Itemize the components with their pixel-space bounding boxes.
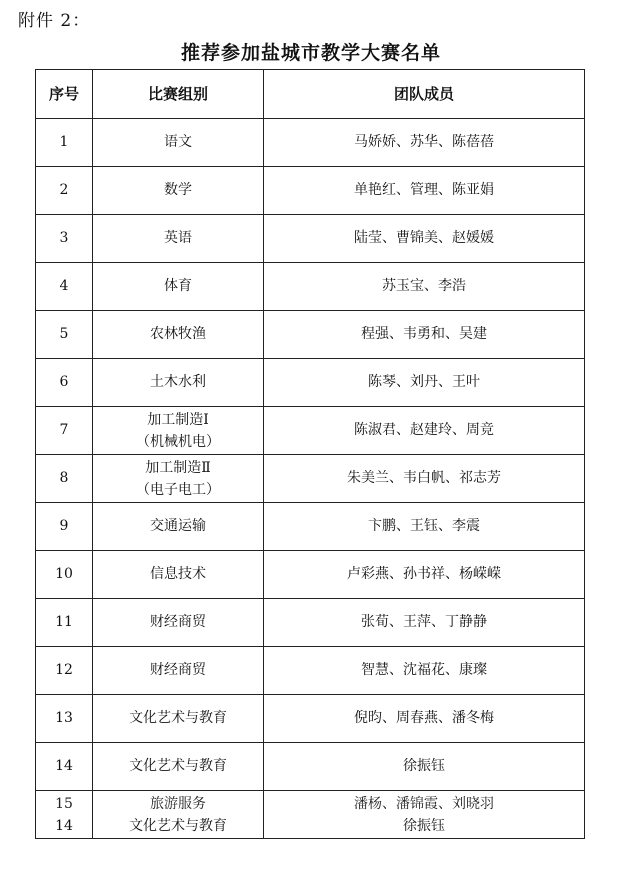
competition-group [93, 455, 264, 503]
team-members: 智慧、沈福花、康璨 [264, 647, 585, 695]
table-row [36, 119, 585, 167]
competition-group [93, 791, 264, 839]
header-team-members: 团队成员 [264, 70, 585, 119]
serial-number: 9 [36, 503, 93, 551]
team-members [264, 791, 585, 839]
table-row [36, 503, 585, 551]
competition-group: 信息技术 [93, 551, 264, 599]
team-members: 陈淑君、赵建玲、周竞 [264, 407, 585, 455]
team-members: 倪昀、周春燕、潘冬梅 [264, 695, 585, 743]
competition-group-name: 加工制造Ⅰ [147, 411, 209, 428]
competition-group: 数学 [93, 167, 264, 215]
competition-group-bottom: 文化艺术与教育 [129, 817, 227, 834]
competition-group: 文化艺术与教育 [93, 743, 264, 791]
competition-group: 财经商贸 [93, 599, 264, 647]
serial-number: 11 [36, 599, 93, 647]
serial-number-top: 15 [55, 795, 73, 812]
team-members: 陈琴、刘丹、王叶 [264, 359, 585, 407]
serial-number: 2 [36, 167, 93, 215]
serial-number-bottom: 14 [55, 817, 73, 834]
team-members: 徐振钰 [264, 743, 585, 791]
competition-group: 财经商贸 [93, 647, 264, 695]
competition-group-name: 加工制造Ⅱ [145, 459, 211, 476]
table-row [36, 743, 585, 791]
serial-number: 3 [36, 215, 93, 263]
document-title: 推荐参加盐城市教学大赛名单 [180, 42, 441, 64]
table-row [36, 695, 585, 743]
team-members: 朱美兰、韦白帆、祁志芳 [264, 455, 585, 503]
serial-number: 12 [36, 647, 93, 695]
table-row-overlapped [36, 791, 585, 839]
serial-number: 13 [36, 695, 93, 743]
team-members: 卢彩燕、孙书祥、杨嵘嵘 [264, 551, 585, 599]
serial-number [36, 791, 93, 839]
table-row [36, 455, 585, 503]
header-serial-number: 序号 [36, 70, 93, 119]
serial-number: 8 [36, 455, 93, 503]
table-row [36, 167, 585, 215]
team-members: 张荀、王萍、丁静静 [264, 599, 585, 647]
competition-group [93, 407, 264, 455]
serial-number: 14 [36, 743, 93, 791]
competition-group: 英语 [93, 215, 264, 263]
team-members: 苏玉宝、李浩 [264, 263, 585, 311]
serial-number: 4 [36, 263, 93, 311]
competition-group-subtitle: （机械机电） [136, 433, 220, 450]
table-row [36, 311, 585, 359]
table-row [36, 647, 585, 695]
team-members: 单艳红、管理、陈亚娟 [264, 167, 585, 215]
table-row [36, 407, 585, 455]
serial-number: 1 [36, 119, 93, 167]
team-members: 程强、韦勇和、吴建 [264, 311, 585, 359]
competition-group: 文化艺术与教育 [93, 695, 264, 743]
attachment-label: 附件 2： [18, 11, 91, 31]
team-members: 马娇娇、苏华、陈蓓蓓 [264, 119, 585, 167]
serial-number: 10 [36, 551, 93, 599]
table-row [36, 359, 585, 407]
competition-group-top: 旅游服务 [150, 795, 206, 812]
table-row [36, 551, 585, 599]
serial-number: 6 [36, 359, 93, 407]
table-header-row [36, 70, 585, 119]
table-row [36, 215, 585, 263]
serial-number: 5 [36, 311, 93, 359]
team-members: 陆莹、曹锦美、赵媛媛 [264, 215, 585, 263]
table-row [36, 599, 585, 647]
header-competition-group: 比赛组别 [93, 70, 264, 119]
competition-group: 土木水利 [93, 359, 264, 407]
team-members: 卞鹏、王钰、李震 [264, 503, 585, 551]
nominee-table [35, 69, 585, 839]
team-members-top: 潘杨、潘锦霞、刘晓羽 [354, 795, 494, 812]
competition-group: 农林牧渔 [93, 311, 264, 359]
team-members-bottom: 徐振钰 [403, 817, 445, 834]
competition-group: 体育 [93, 263, 264, 311]
competition-group: 交通运输 [93, 503, 264, 551]
serial-number: 7 [36, 407, 93, 455]
competition-group: 语文 [93, 119, 264, 167]
competition-group-subtitle: （电子电工） [136, 481, 220, 498]
table-row [36, 263, 585, 311]
